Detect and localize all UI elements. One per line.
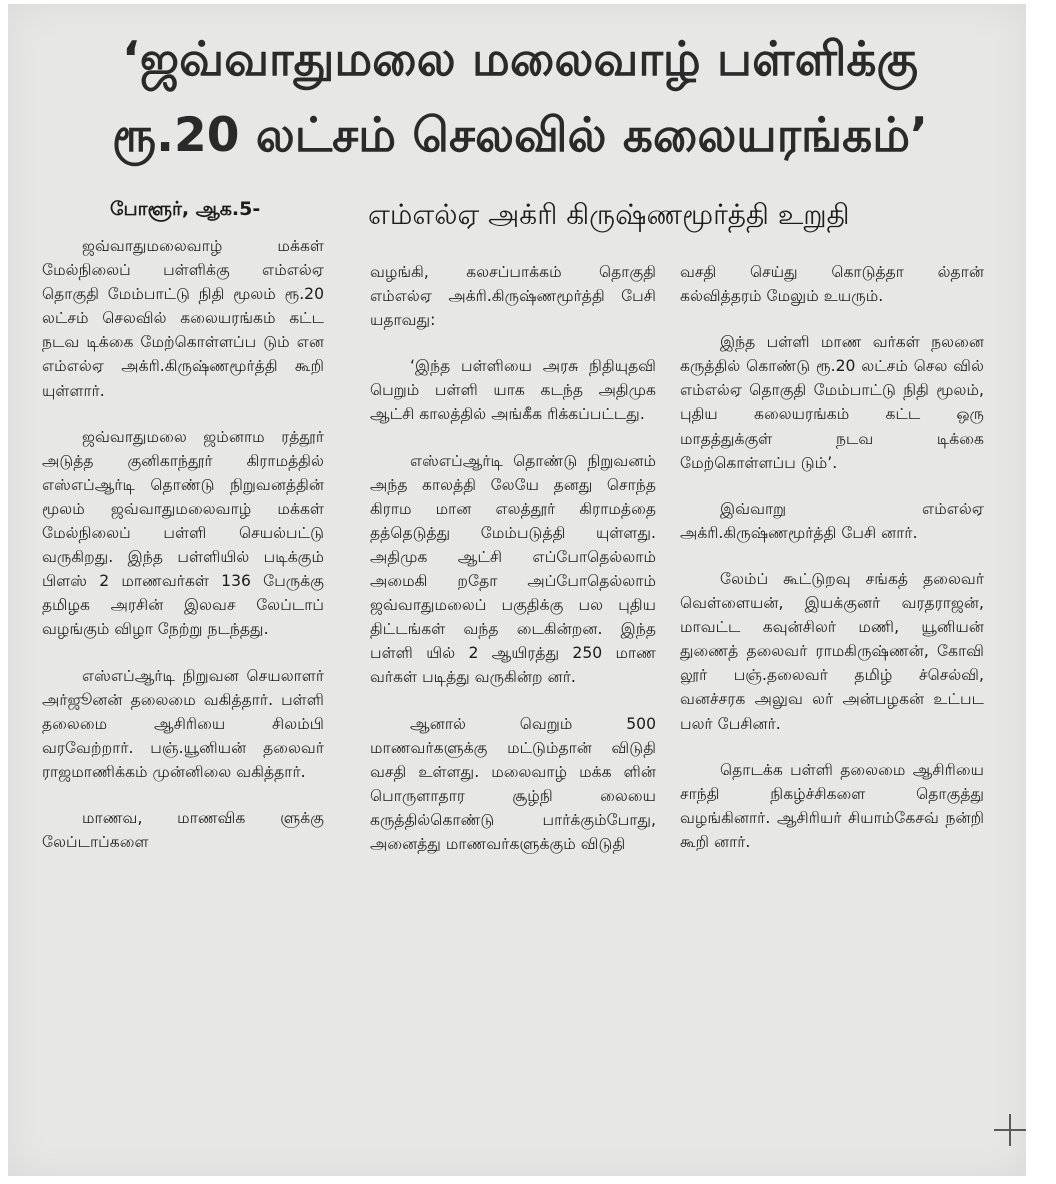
paragraph — [42, 234, 324, 403]
paragraph — [370, 260, 656, 332]
paragraph — [42, 664, 324, 784]
paragraph-text: வசதி செய்து கொடுத்தா ல்தான் கல்வித்தரம் மேலும் உயரும். — [680, 263, 984, 306]
paragraph — [680, 567, 984, 736]
paragraph-text: இவ்வாறு எம்எல்ஏ அக்ரி.கிருஷ்ணமூர்த்தி பேசி னார். — [680, 499, 984, 542]
paragraph — [42, 806, 324, 854]
paragraph — [680, 330, 984, 475]
paragraph — [370, 449, 656, 690]
paragraph-text: லேம்ப் கூட்டுறவு சங்கத் தலைவர் வெள்ளையன், இயக்குனர் வரதராஜன், மாவட்ட கவுன்சிலர் மணி, யூனியன் துணைத் தலைவர் ராமகிருஷ்ணன், கோவி லூர் பஞ்.தலைவர் தமிழ் ச்செல்வி, வனச்சரக அலுவ லர் அன்பழகன் உட்பட பலர் பேசினர். — [680, 569, 984, 733]
paragraph — [42, 425, 324, 642]
paragraph — [680, 497, 984, 545]
article-column-3 — [680, 260, 984, 876]
dateline: போளூர், ஆக.5- — [110, 198, 261, 220]
subheadline: எம்எல்ஏ அக்ரி கிருஷ்ணமூர்த்தி உறுதி — [368, 198, 850, 231]
paragraph-text: இந்த பள்ளி மாண வர்கள் நலனை கருத்தில் கொண்டு ரூ.20 லட்சம் செல வில் எம்எல்ஏ தொகுதி மேம்பாட்டு நிதி மூலம், புதிய கலையரங்கம் கட்ட ஒரு மாதத்துக்குள் நடவ டிக்கை மேற்கொள்ளப்ப டும்’. — [680, 333, 984, 472]
paragraph-text: தொடக்க பள்ளி தலைமை ஆசிரியை சாந்தி நிகழ்ச்சிகளை தொகுத்து வழங்கினார். ஆசிரியர் சியாம்கேசவ் நன்றி கூறி னார். — [680, 760, 984, 851]
paragraph-text: ஜவ்வாதுமலை ஜம்னாம ரத்தூர் அடுத்த குனிகாந்தூர் கிராமத்தில் எஸ்எப்ஆர்டி தொண்டு நிறுவனத்தின் மூலம் ஜவ்வாதுமலைவாழ் மக்கள் மேல்நிலைப் பள்ளி செயல்பட்டு வருகிறது. இந்த பள்ளியில் படிக்கும் பிளஸ் 2 மாணவர்கள் 136 பேருக்கு தமிழக அரசின் இலவச லேப்டாப் வழங்கும் விழா நேற்று நடந்தது. — [42, 427, 324, 639]
paragraph-text: எஸ்எப்ஆர்டி தொண்டு நிறுவனம் அந்த காலத்தி லேயே தனது சொந்த கிராம மான எலத்தூர் கிராமத்தை தத்தெடுத்து மேம்படுத்தி யுள்ளது. அதிமுக ஆட்சி எப்போதெல்லாம் அமைகி றதோ அப்போதெல்லாம் ஜவ்வாதுமலைப் பகுதிக்கு பல புதிய திட்டங்கள் வந்த டைகின்றன. இந்த பள்ளி யில் 2 ஆயிரத்து 250 மாண வர்கள் படித்து வருகின்ற னர். — [370, 451, 656, 687]
paragraph — [370, 712, 656, 857]
registration-cross-mark — [994, 1114, 1026, 1146]
article-column-1 — [42, 234, 324, 876]
paragraph — [680, 758, 984, 854]
paragraph-text: ஆனால் வெறும் 500 மாணவர்களுக்கு மட்டும்தான் விடுதி வசதி உள்ளது. மலைவாழ் மக்க ளின் பொருளாதார சூழ்நி லையை கருத்தில்கொண்டு பார்க்கும்போது, அனைத்து மாணவர்களுக்கும் விடுதி — [370, 714, 656, 853]
paragraph-text: மாணவ, மாணவிக ளுக்கு லேப்டாப்களை — [42, 808, 324, 852]
article-column-2 — [370, 260, 656, 878]
headline-line-2: ரூ.20 லட்சம் செலவில் கலையரங்கம்’ — [112, 108, 928, 163]
paragraph-text: ஜவ்வாதுமலைவாழ் மக்கள் மேல்நிலைப் பள்ளிக்கு எம்எல்ஏ தொகுதி மேம்பாட்டு நிதி மூலம் ரூ.20 லட்சம் செலவில் கலையரங்கம் கட்ட நடவ டிக்கை மேற்கொள்ளப்ப டும் என எம்எல்ஏ அக்ரி.கிருஷ்ணமூர்த்தி கூறி யுள்ளார். — [42, 237, 324, 400]
paragraph — [680, 260, 984, 308]
paragraph-text: எஸ்எப்ஆர்டி நிறுவன செயலாளர் அர்ஜூனன் தலைமை வகித்தார். பள்ளி தலைமை ஆசிரியை சிலம்பி வரவேற்றார். பஞ்.யூனியன் தலைவர் ராஜமாணிக்கம் முன்னிலை வகித்தார். — [42, 666, 324, 781]
paragraph — [370, 354, 656, 426]
paragraph-text: வழங்கி, கலசப்பாக்கம் தொகுதி எம்எல்ஏ அக்ரி.கிருஷ்ணமூர்த்தி பேசி யதாவது: — [370, 263, 656, 330]
headline-line-1: ‘ஜவ்வாதுமலை மலைவாழ் பள்ளிக்கு — [122, 32, 918, 87]
paragraph-text: ‘இந்த பள்ளியை அரசு நிதியுதவி பெறும் பள்ளி யாக கடந்த அதிமுக ஆட்சி காலத்தில் அங்கீக ரிக்கப்பட்டது. — [370, 357, 656, 424]
